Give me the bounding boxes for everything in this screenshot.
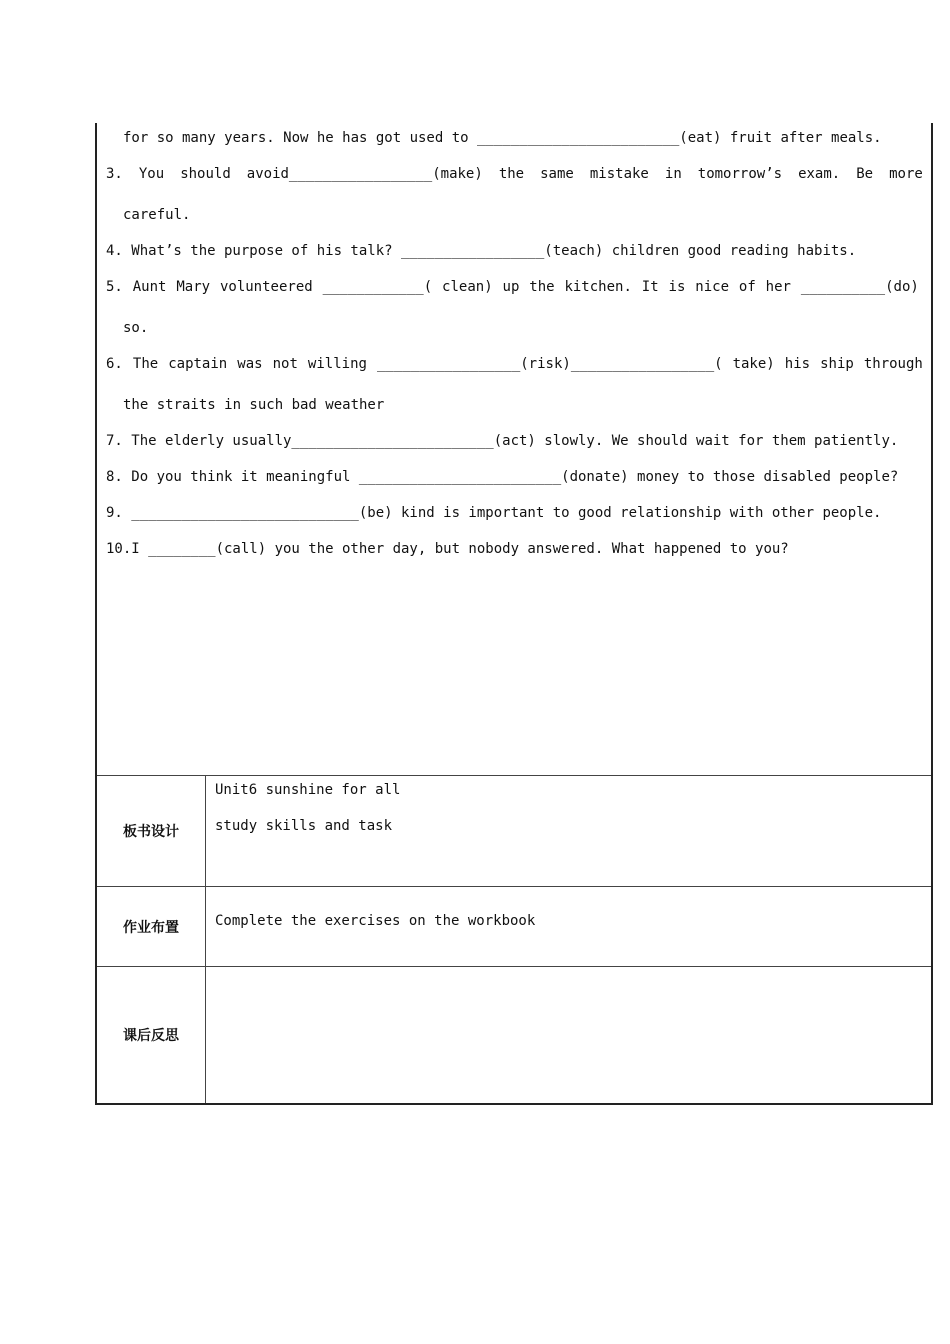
exercise-10: 10.I ________(call) you the other day, but nobody answered. What happened to you? bbox=[106, 541, 789, 557]
word: 3. bbox=[106, 166, 123, 182]
word: the bbox=[498, 166, 525, 182]
board-design-line-2: study skills and task bbox=[215, 818, 393, 834]
word: 6. bbox=[106, 356, 123, 372]
word: take) bbox=[732, 356, 775, 372]
word: captain bbox=[168, 356, 228, 372]
word: Be bbox=[856, 166, 874, 182]
word: should bbox=[180, 166, 231, 182]
word: exam. bbox=[798, 166, 841, 182]
board-design-label: 板书设计 bbox=[97, 776, 206, 886]
word: her bbox=[765, 279, 791, 295]
word: Mary bbox=[176, 279, 211, 295]
word: his bbox=[784, 356, 811, 372]
exercise-5-line-1 bbox=[106, 278, 919, 296]
word: 5. bbox=[106, 279, 123, 295]
word: __________(do) bbox=[800, 279, 919, 295]
word: tomorrow’s bbox=[697, 166, 783, 182]
exercise-7: 7. The elderly usually________________________(act) slowly. We should wait for them patiently. bbox=[106, 433, 899, 449]
word: _________________(risk)_________________( bbox=[376, 356, 723, 372]
exercise-6-line-2: the straits in such bad weather bbox=[123, 397, 385, 413]
word: mistake bbox=[589, 166, 649, 182]
board-design-line-1: Unit6 sunshine for all bbox=[215, 782, 401, 798]
word: clean) bbox=[442, 279, 493, 295]
homework-content: Complete the exercises on the workbook bbox=[215, 913, 536, 929]
word: The bbox=[132, 356, 159, 372]
word: more bbox=[889, 166, 923, 182]
word: avoid_________________(make) bbox=[246, 166, 483, 182]
exercise-9: 9. ___________________________(be) kind is important to good relationship with other people. bbox=[106, 505, 882, 521]
exercise-6-line-1 bbox=[106, 355, 923, 373]
word: is bbox=[668, 279, 686, 295]
word: same bbox=[540, 166, 574, 182]
word: in bbox=[664, 166, 682, 182]
word: was bbox=[237, 356, 263, 372]
exercise-3-line-1 bbox=[106, 165, 923, 183]
word: volunteered bbox=[219, 279, 313, 295]
reflection-label: 课后反思 bbox=[97, 967, 206, 1103]
exercise-4: 4. What’s the purpose of his talk? _________________(teach) children good reading habits. bbox=[106, 243, 857, 259]
word: kitchen. bbox=[564, 279, 632, 295]
word: ____________( bbox=[322, 279, 433, 295]
homework-row bbox=[97, 887, 931, 967]
word: nice bbox=[695, 279, 729, 295]
word: not bbox=[272, 356, 298, 372]
board-design-row bbox=[97, 776, 931, 887]
word: the bbox=[529, 279, 555, 295]
word: It bbox=[641, 279, 659, 295]
lesson-plan-table bbox=[95, 123, 933, 1105]
word: You bbox=[138, 166, 165, 182]
reflection-row bbox=[97, 967, 931, 1103]
word: Aunt bbox=[132, 279, 167, 295]
exercise-block bbox=[97, 123, 931, 776]
exercise-3-line-2: careful. bbox=[123, 207, 191, 223]
exercise-5-line-2: so. bbox=[123, 320, 149, 336]
homework-label: 作业布置 bbox=[97, 887, 206, 966]
word: through bbox=[863, 356, 923, 372]
word: ship bbox=[820, 356, 854, 372]
word: up bbox=[502, 279, 520, 295]
exercise-line-2-continued: for so many years. Now he has got used to ________________________(eat) fruit after meals. bbox=[123, 130, 882, 146]
word: of bbox=[738, 279, 756, 295]
word: willing bbox=[307, 356, 367, 372]
exercise-8: 8. Do you think it meaningful ________________________(donate) money to those disabled people? bbox=[106, 469, 899, 485]
